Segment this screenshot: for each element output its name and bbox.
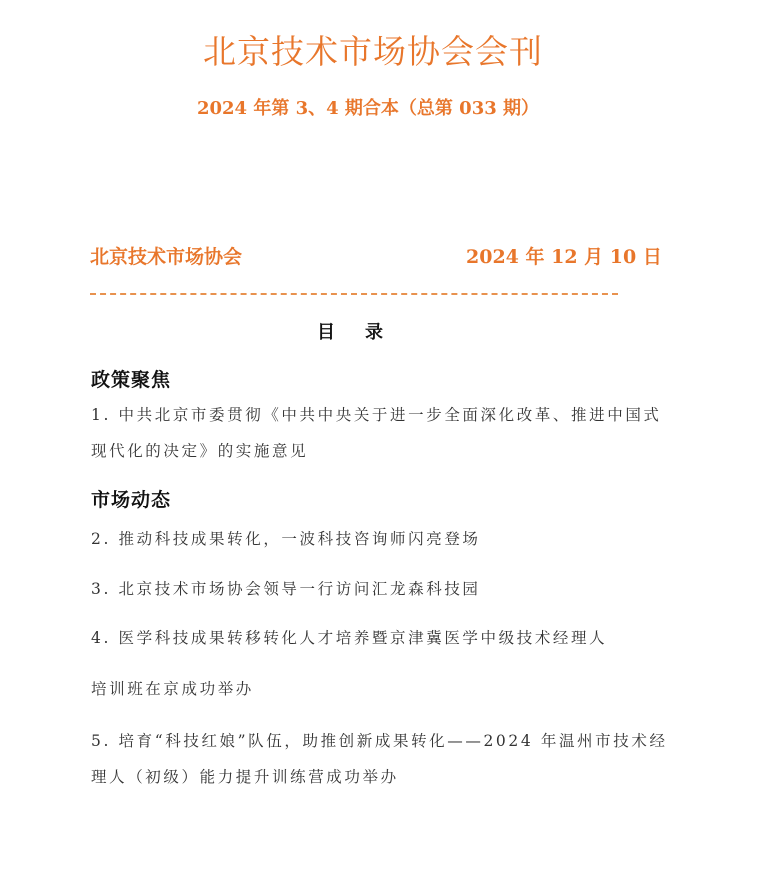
toc-title [0, 320, 700, 346]
toc-title-part2: 录 [365, 322, 383, 343]
toc-item-3[interactable]: 3. 北京技术市场协会领导一行访问汇龙森科技园 [91, 580, 481, 598]
toc-item-1-line-2[interactable]: 现代化的决定》的实施意见 [91, 442, 309, 460]
toc-item-4-line-2[interactable]: 培训班在京成功举办 [91, 680, 254, 698]
section-heading-policy-focus: 政策聚焦 [91, 369, 172, 391]
toc-item-4-line-1[interactable]: 4. 医学科技成果转移转化人才培养暨京津冀医学中级技术经理人 [91, 629, 608, 647]
toc-item-5-line-2[interactable]: 理人（初级）能力提升训练营成功举办 [91, 768, 399, 786]
issue-subtitle: 2024 年第 3、4 期合本（总第 033 期） [196, 98, 540, 119]
section-heading-market-news: 市场动态 [91, 489, 172, 511]
toc-item-1-line-1[interactable]: 1. 中共北京市委贯彻《中共中央关于进一步全面深化改革、推进中国式 [91, 406, 662, 424]
dashed-divider [90, 293, 618, 295]
toc-title-part1: 目 [317, 322, 335, 343]
issue-date: 2024 年 12 月 10 日 [466, 246, 662, 268]
toc-item-2[interactable]: 2. 推动科技成果转化，一波科技咨询师闪亮登场 [91, 530, 481, 548]
journal-title: 北京技术市场协会会刊 [203, 32, 543, 71]
toc-item-5-line-1[interactable]: 5. 培育“科技红娘”队伍，助推创新成果转化——2024 年温州市技术经 [91, 732, 668, 750]
organization-name: 北京技术市场协会 [90, 246, 243, 268]
